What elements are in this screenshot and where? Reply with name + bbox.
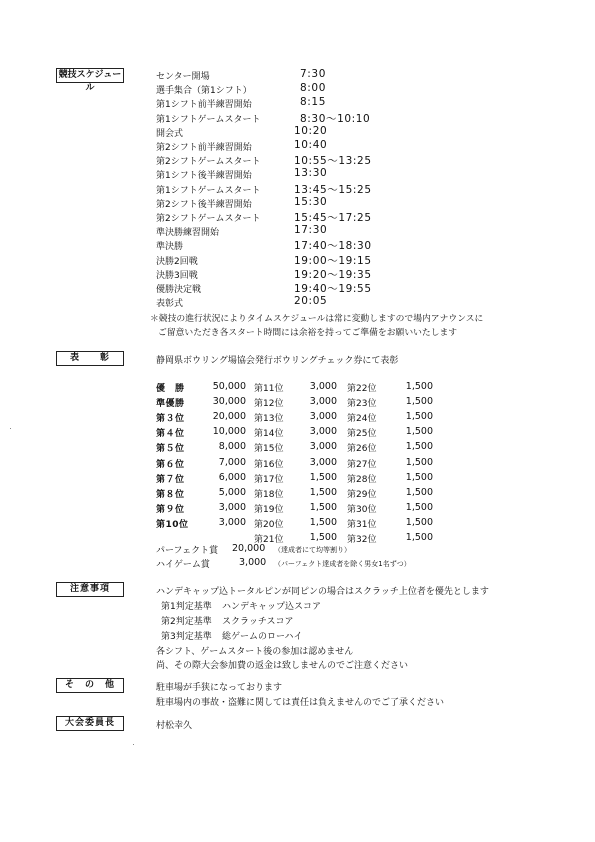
award-amount: 10,000 (212, 426, 246, 438)
award-rank: 第５位 (156, 444, 185, 455)
perfect-award-note: （達成者にて均等割り） (274, 546, 351, 554)
schedule-item-name: 準決勝 (156, 242, 184, 253)
chair-name: 村松幸久 (156, 721, 193, 731)
schedule-item-name: センター開場 (156, 72, 210, 82)
award-amount: 1,500 (309, 471, 337, 483)
schedule-item-time: 15:45〜17:25 (294, 212, 372, 224)
award-amount: 1,500 (405, 532, 433, 543)
award-rank: 第24位 (347, 414, 377, 425)
schedule-item-time: 8:00 (300, 82, 326, 95)
award-rank: 第11位 (254, 384, 284, 394)
award-amount: 5,000 (218, 486, 246, 498)
award-rank: 第13位 (254, 414, 284, 425)
other-line-1: 駐車場が手狭になっております (156, 683, 283, 693)
award-rank: 第10位 (156, 519, 189, 530)
schedule-item-time: 20:05 (294, 295, 328, 308)
award-rank: 第32位 (347, 535, 377, 545)
award-amount: 1,500 (405, 471, 433, 483)
award-rank: 第23位 (347, 399, 377, 410)
schedule-item-time: 13:45〜15:25 (294, 183, 372, 196)
award-amount: 30,000 (212, 396, 246, 408)
award-rank: 第29位 (347, 489, 377, 500)
high-game-award-note: （パーフェクト達成者を除く男女1名ずつ） (274, 560, 411, 568)
other-line-2: 駐車場内の事故・盗難に関しては責任は負えませんのでご了承ください (156, 698, 445, 708)
award-rank: 第16位 (254, 459, 284, 470)
schedule-item-time: 19:00〜19:15 (294, 254, 372, 267)
award-amount: 3,000 (218, 516, 246, 528)
schedule-section-label: 競技スケジュール (56, 68, 124, 83)
perfect-award-name: パーフェクト賞 (156, 546, 219, 556)
criteria-1-label: 第1判定基準 (161, 602, 212, 612)
notes-line-3: 尚、その際大会参加費の返金は致しませんのでご注意ください (156, 661, 409, 671)
award-amount: 7,000 (218, 456, 246, 468)
award-rank: 第25位 (347, 429, 377, 440)
high-game-award-amount: 3,000 (239, 557, 267, 568)
notes-line-1: ハンデキャップ込トータルピンが同ピンの場合はスクラッチ上位者を優先とします (156, 587, 489, 597)
award-rank: 第30位 (347, 504, 377, 515)
award-rank: 第14位 (254, 429, 284, 440)
other-section-label: そ の 他 (56, 678, 124, 693)
award-amount: 3,000 (309, 381, 337, 392)
perfect-award-amount: 20,000 (232, 543, 266, 554)
schedule-item-time: 10:40 (294, 139, 328, 151)
criteria-3-value: 総ゲームのローハイ (222, 632, 303, 642)
award-rank: 第17位 (254, 474, 284, 485)
award-amount: 1,500 (405, 486, 433, 498)
award-amount: 1,500 (309, 486, 337, 498)
schedule-item-time: 15:30 (294, 195, 328, 208)
award-amount: 1,500 (405, 501, 433, 513)
criteria-1-value: ハンデキャップ込スコア (222, 602, 322, 612)
award-rank: 第９位 (156, 504, 185, 515)
award-rank: 第３位 (156, 414, 185, 425)
award-rank: 第31位 (347, 519, 377, 530)
awards-intro: 静岡県ボウリング場協会発行ボウリングチェック券にて表彰 (156, 356, 399, 366)
award-amount: 1,500 (405, 396, 433, 408)
award-rank: 第18位 (254, 489, 284, 500)
award-rank: 第15位 (254, 444, 284, 455)
award-amount: 3,000 (218, 501, 246, 513)
schedule-item-name: 第2シフトゲームスタート (156, 157, 261, 168)
award-amount: 1,500 (405, 411, 433, 423)
schedule-item-time: 10:55〜13:25 (294, 155, 372, 168)
schedule-item-name: 開会式 (156, 128, 184, 139)
schedule-note-line-2: ご留意いただき各スタート時間には余裕を持ってご準備をお願いいたします (158, 328, 458, 338)
schedule-item-name: 第1シフトゲームスタート (156, 114, 261, 125)
award-amount: 3,000 (309, 396, 337, 408)
award-amount: 1,500 (405, 426, 433, 438)
schedule-item-name: 第1シフト前半練習開始 (156, 100, 252, 111)
award-amount: 1,500 (405, 516, 433, 528)
schedule-note-line-1: ＊競技の進行状況によりタイムスケジュールは常に変動しますので場内アナウンスに (150, 314, 484, 324)
award-amount: 1,500 (309, 501, 337, 513)
award-rank: 第22位 (347, 384, 377, 394)
award-amount: 50,000 (212, 381, 246, 392)
schedule-item-name: 第1シフトゲームスタート (156, 185, 261, 196)
schedule-item-name: 優勝決定戦 (156, 285, 202, 295)
schedule-item-name: 表彰式 (156, 299, 184, 310)
schedule-item-name: 第2シフトゲームスタート (156, 214, 261, 224)
scan-speck (10, 428, 11, 429)
schedule-item-time: 17:30 (294, 224, 328, 237)
high-game-award-name: ハイゲーム賞 (156, 560, 210, 570)
award-amount: 1,500 (405, 441, 433, 453)
award-amount: 3,000 (309, 411, 337, 423)
award-rank: 第26位 (347, 444, 377, 455)
schedule-item-time: 19:20〜19:35 (294, 268, 372, 281)
award-rank: 第８位 (156, 489, 185, 500)
schedule-item-name: 決勝3回戦 (156, 270, 198, 281)
notes-line-2: 各シフト、ゲームスタート後の参加は認めません (156, 647, 354, 657)
award-amount: 1,500 (405, 456, 433, 468)
chair-section-label: 大会委員長 (56, 716, 124, 731)
criteria-3-label: 第3判定基準 (161, 632, 212, 642)
award-amount: 1,500 (309, 532, 337, 543)
award-rank: 第４位 (156, 429, 185, 440)
award-amount: 1,500 (405, 381, 433, 392)
criteria-2-label: 第2判定基準 (161, 617, 212, 627)
award-amount: 20,000 (212, 411, 246, 423)
schedule-item-time: 10:20 (294, 124, 328, 137)
schedule-item-time: 13:30 (294, 167, 328, 180)
award-amount: 3,000 (309, 441, 337, 453)
schedule-item-name: 第2シフト前半練習開始 (156, 143, 252, 153)
schedule-item-name: 第2シフト後半練習開始 (156, 199, 252, 210)
schedule-item-time: 17:40〜18:30 (294, 240, 372, 253)
award-rank: 第28位 (347, 474, 377, 485)
awards-section-label: 表 彰 (56, 351, 124, 366)
award-rank: 第19位 (254, 504, 284, 515)
award-rank: 第７位 (156, 474, 185, 485)
schedule-item-time: 19:40〜19:55 (294, 283, 372, 295)
award-rank: 優 勝 (156, 384, 185, 394)
award-rank: 第20位 (254, 519, 284, 530)
schedule-item-name: 第1シフト後半練習開始 (156, 171, 252, 182)
schedule-item-name: 選手集合（第1シフト） (156, 86, 252, 97)
criteria-2-value: スクラッチスコア (222, 617, 294, 627)
award-rank: 第21位 (254, 535, 284, 545)
schedule-item-name: 準決勝練習開始 (156, 228, 220, 239)
schedule-item-time: 7:30 (300, 68, 326, 80)
award-rank: 第12位 (254, 399, 284, 410)
schedule-item-time: 8:15 (300, 96, 326, 109)
schedule-item-time: 8:30〜10:10 (300, 112, 371, 125)
award-rank: 第６位 (156, 459, 185, 470)
award-amount: 8,000 (218, 441, 246, 453)
award-amount: 3,000 (309, 426, 337, 438)
award-rank: 準優勝 (156, 399, 185, 410)
notes-section-label: 注意事項 (56, 582, 124, 597)
schedule-item-name: 決勝2回戦 (156, 256, 198, 267)
award-amount: 6,000 (218, 471, 246, 483)
award-rank: 第27位 (347, 459, 377, 470)
award-amount: 3,000 (309, 456, 337, 468)
scan-speck (133, 744, 134, 745)
award-amount: 1,500 (309, 516, 337, 528)
